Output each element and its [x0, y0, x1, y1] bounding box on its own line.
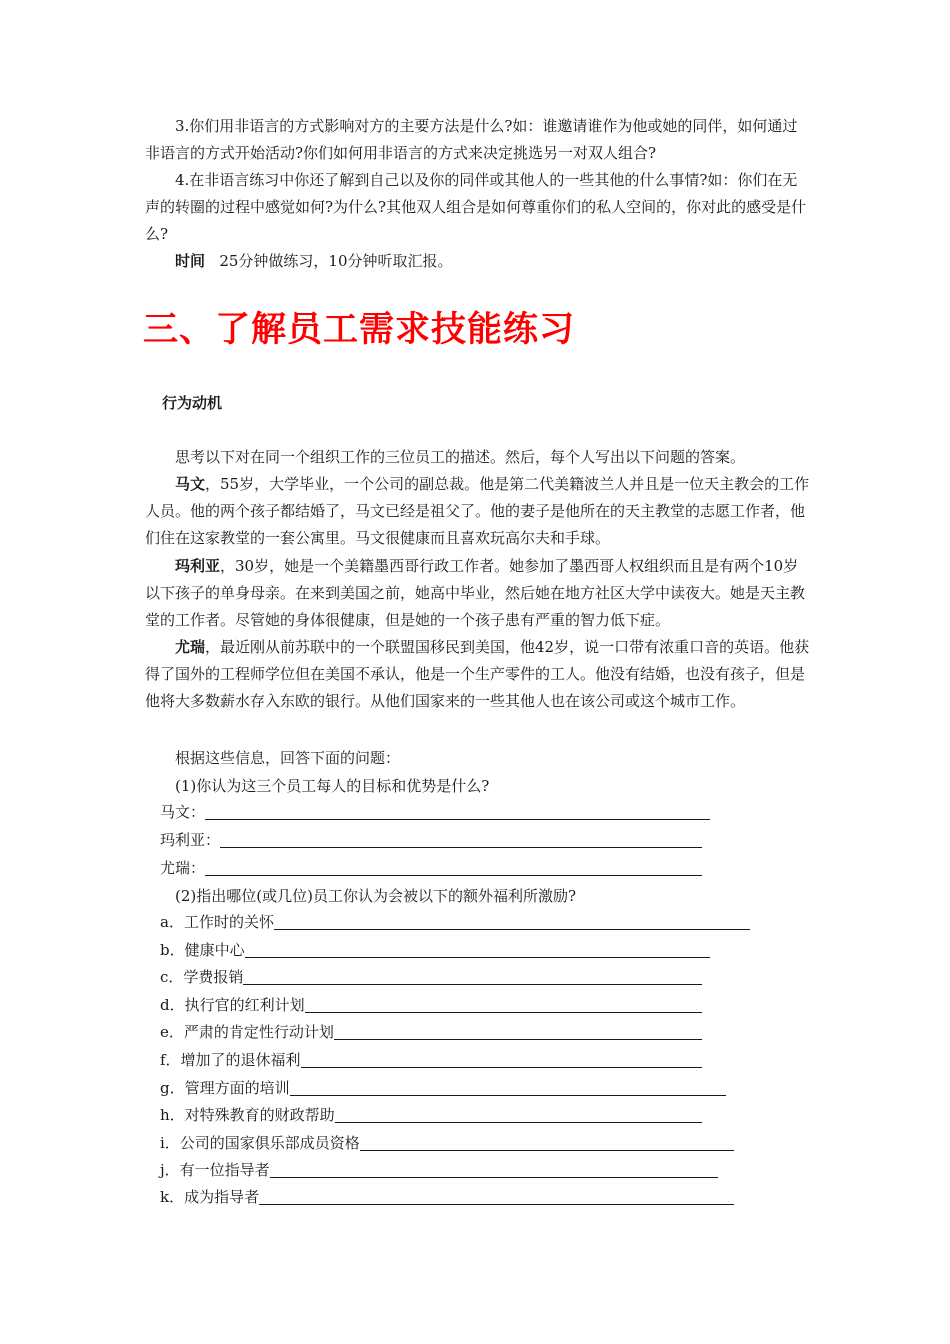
benefit-line[interactable] [160, 1020, 702, 1044]
profile-you-text: ，最近刚从前苏联中的一个联盟国移民到美国，他42岁，说一口带有浓重口音的英语。他获得了国外的工程师学位但在美国不承认，他是一个生产零件的工人。他没有结婚，也没有孩子，但是他将大多数薪水存入东欧的银行。从他们国家来的一些其他人也在该公司或这个城市工作。 [145, 638, 810, 710]
answer-blank[interactable] [205, 803, 710, 820]
answer-label: 尤瑞： [160, 859, 206, 877]
benefit-line[interactable] [160, 1103, 702, 1127]
benefit-label: d．执行官的红利计划 [160, 996, 305, 1014]
profile-you [145, 634, 810, 715]
profile-mali-text: ，30岁，她是一个美籍墨西哥行政工作者。她参加了墨西哥人权组织而且是有两个10岁以下孩子的单身母亲。在来到美国之前，她高中毕业，然后她在地方社区大学中读夜大。她是天主教堂的工作者。尽管她的身体很健康，但是她的一个孩子患有严重的智力低下症。 [145, 557, 806, 629]
answer-blank[interactable] [205, 859, 702, 876]
benefit-blank[interactable] [334, 1023, 702, 1040]
benefit-label: k．成为指导者 [160, 1188, 260, 1206]
benefit-blank[interactable] [335, 1106, 702, 1123]
benefit-line[interactable] [160, 1048, 702, 1072]
benefit-line[interactable] [160, 938, 710, 962]
benefit-label: i．公司的国家俱乐部成员资格 [160, 1134, 360, 1152]
answer-line-mali[interactable] [160, 828, 702, 852]
benefit-blank[interactable] [243, 968, 702, 985]
time-line [145, 248, 810, 275]
profile-mali [145, 553, 810, 634]
benefit-line[interactable] [160, 1185, 734, 1209]
profile-you-name: 尤瑞 [175, 638, 206, 656]
benefit-line[interactable] [160, 910, 750, 934]
benefit-label: c．学费报销 [160, 968, 244, 986]
benefit-label: f．增加了的退休福利 [160, 1051, 301, 1069]
answer-prompt: 根据这些信息，回答下面的问题： [175, 749, 401, 767]
question-2: (2)指出哪位(或几位)员工你认为会被以下的额外福利所激励? [175, 887, 576, 905]
benefit-blank[interactable] [270, 1161, 718, 1178]
benefit-line[interactable] [160, 965, 702, 989]
answer-line-ma[interactable] [160, 800, 710, 824]
answer-label: 马文： [160, 803, 206, 821]
question-4: 4.在非语言练习中你还了解到自己以及你的同伴或其他人的一些其他的什么事情?如：你们在无声的转圈的过程中感觉如何?为什么?其他双人组合是如何尊重你们的私人空间的，你对此的感受是什么? [145, 171, 807, 243]
benefit-blank[interactable] [290, 1079, 726, 1096]
answer-blank[interactable] [220, 831, 702, 848]
benefit-line[interactable] [160, 1131, 734, 1155]
benefit-blank[interactable] [245, 941, 710, 958]
profile-ma [145, 471, 810, 552]
lead-paragraph: 思考以下对在同一个组织工作的三位员工的描述。然后，每个人写出以下问题的答案。 [175, 448, 746, 466]
benefit-label: b．健康中心 [160, 941, 245, 959]
benefit-label: a．工作时的关怀 [160, 913, 274, 931]
benefit-label: g．管理方面的培训 [160, 1079, 290, 1097]
question-3: 3.你们用非语言的方式影响对方的主要方法是什么?如：谁邀请谁作为他或她的同伴，如何通过非语言的方式开始活动?你们如何用非语言的方式来决定挑选另一对双人组合? [145, 117, 798, 162]
question-1: (1)你认为这三个员工每人的目标和优势是什么? [175, 777, 490, 795]
profile-ma-name: 马文 [175, 475, 206, 493]
benefit-blank[interactable] [301, 1051, 702, 1068]
benefit-label: h．对特殊教育的财政帮助 [160, 1106, 335, 1124]
benefit-blank[interactable] [305, 996, 702, 1013]
benefit-blank[interactable] [274, 913, 750, 930]
answer-line-you[interactable] [160, 856, 702, 880]
benefit-blank[interactable] [259, 1188, 734, 1205]
benefit-label: e．严肃的肯定性行动计划 [160, 1023, 334, 1041]
benefit-blank[interactable] [360, 1134, 734, 1151]
section-title: 三、了解员工需求技能练习 [143, 310, 576, 350]
benefit-line[interactable] [160, 1076, 726, 1100]
answer-label: 玛利亚： [160, 831, 221, 849]
benefit-line[interactable] [160, 993, 702, 1017]
time-text: 25分钟做练习，10分钟听取汇报。 [219, 252, 453, 270]
time-label: 时间 [175, 252, 206, 270]
profile-mali-name: 玛利亚 [175, 557, 221, 575]
profile-ma-text: ，55岁，大学毕业，一个公司的副总裁。他是第二代美籍波兰人并且是一位天主教会的工作人员。他的两个孩子都结婚了，马文已经是祖父了。他的妻子是他所在的天主教堂的志愿工作者，他们住在这家教堂的一套公寓里。马文很健康而且喜欢玩高尔夫和手球。 [145, 475, 810, 547]
benefit-line[interactable] [160, 1158, 718, 1182]
section-subtitle: 行为动机 [162, 394, 223, 412]
benefit-label: j．有一位指导者 [160, 1161, 270, 1179]
